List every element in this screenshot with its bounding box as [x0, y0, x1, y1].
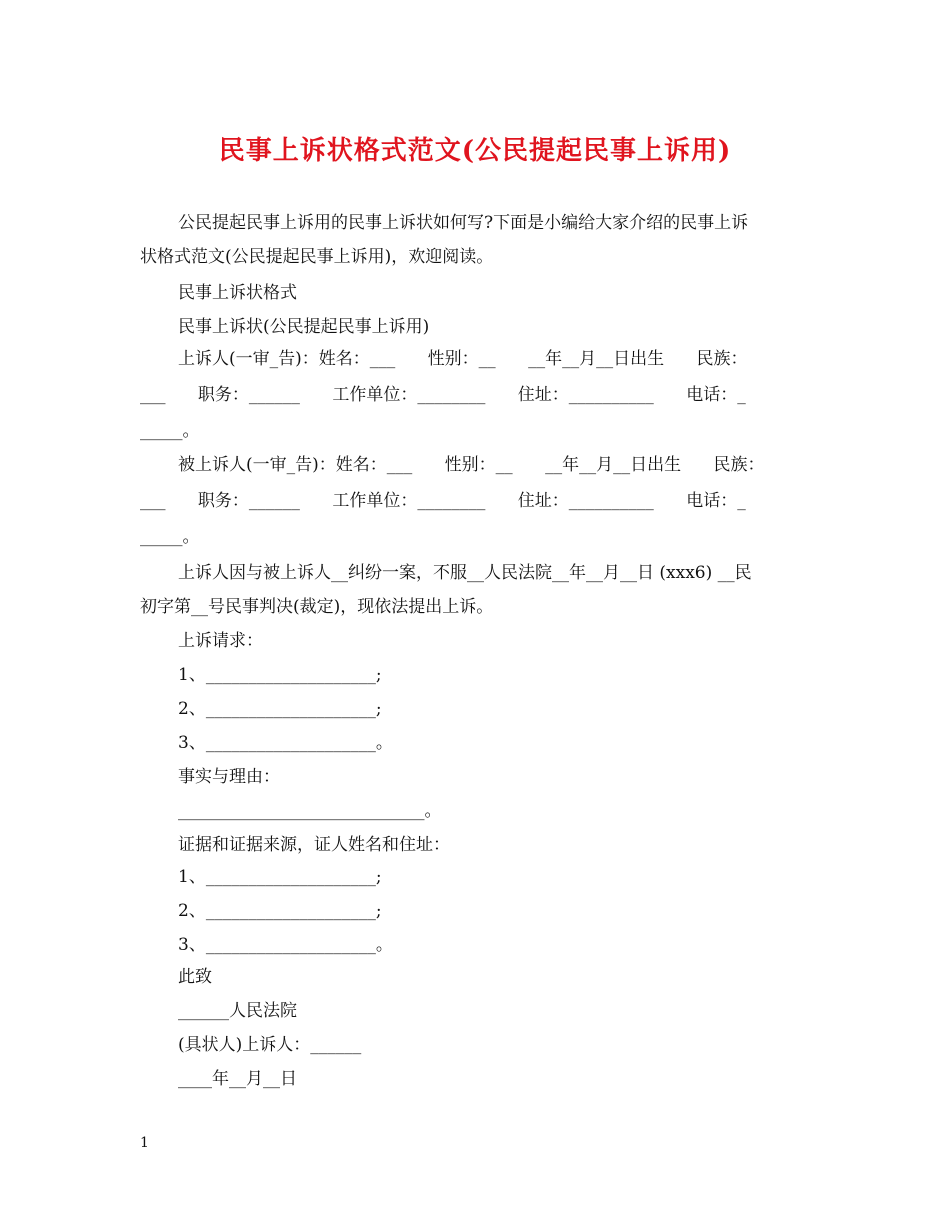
appellee-line-3: _____。	[140, 527, 200, 547]
requests-heading: 上诉请求：	[178, 631, 263, 651]
document-title: 民事上诉状格式范文(公民提起民事上诉用)	[218, 136, 732, 166]
appellee-line-2: ___ 职务：______ 工作单位：________ 住址：__________ 电话：_	[140, 491, 746, 511]
appellant-line-2: ___ 职务：______ 工作单位：________ 住址：__________ 电话：_	[140, 385, 746, 405]
heading-format: 民事上诉状格式	[178, 283, 297, 303]
evidence-item: 3、____________________。	[178, 935, 393, 955]
facts-blank: _____________________________。	[178, 801, 442, 821]
request-item: 3、____________________。	[178, 733, 393, 753]
appellee-line-1: 被上诉人(一审_告)：姓名：___ 性别：__ __年__月__日出生 民族：	[178, 455, 765, 475]
intro-line-2: 状格式范文(公民提起民事上诉用)，欢迎阅读。	[140, 247, 494, 267]
closing-salutation: 此致	[178, 967, 212, 987]
signer-line: (具状人)上诉人：______	[178, 1035, 362, 1055]
heading-type: 民事上诉状(公民提起民事上诉用)	[178, 317, 430, 337]
evidence-heading: 证据和证据来源，证人姓名和住址：	[178, 835, 450, 855]
court-name: ______人民法院	[178, 1001, 297, 1021]
request-item: 1、____________________;	[178, 665, 382, 685]
request-item: 2、____________________;	[178, 699, 382, 719]
case-line-2: 初字第__号民事判决(裁定)，现依法提出上诉。	[140, 597, 494, 617]
facts-heading: 事实与理由：	[178, 767, 280, 787]
intro-line-1: 公民提起民事上诉用的民事上诉状如何写?下面是小编给大家介绍的民事上诉	[178, 213, 749, 233]
case-line-1: 上诉人因与被上诉人__纠纷一案，不服__人民法院__年__月__日 (xxx6) __民	[178, 563, 752, 583]
date-line: ____年__月__日	[178, 1069, 297, 1089]
evidence-item: 1、____________________;	[178, 867, 382, 887]
appellant-line-3: _____。	[140, 421, 200, 441]
evidence-item: 2、____________________;	[178, 901, 382, 921]
page-number: 1	[140, 1135, 149, 1151]
appellant-line-1: 上诉人(一审_告)：姓名：___ 性别：__ __年__月__日出生 民族：	[178, 349, 748, 369]
